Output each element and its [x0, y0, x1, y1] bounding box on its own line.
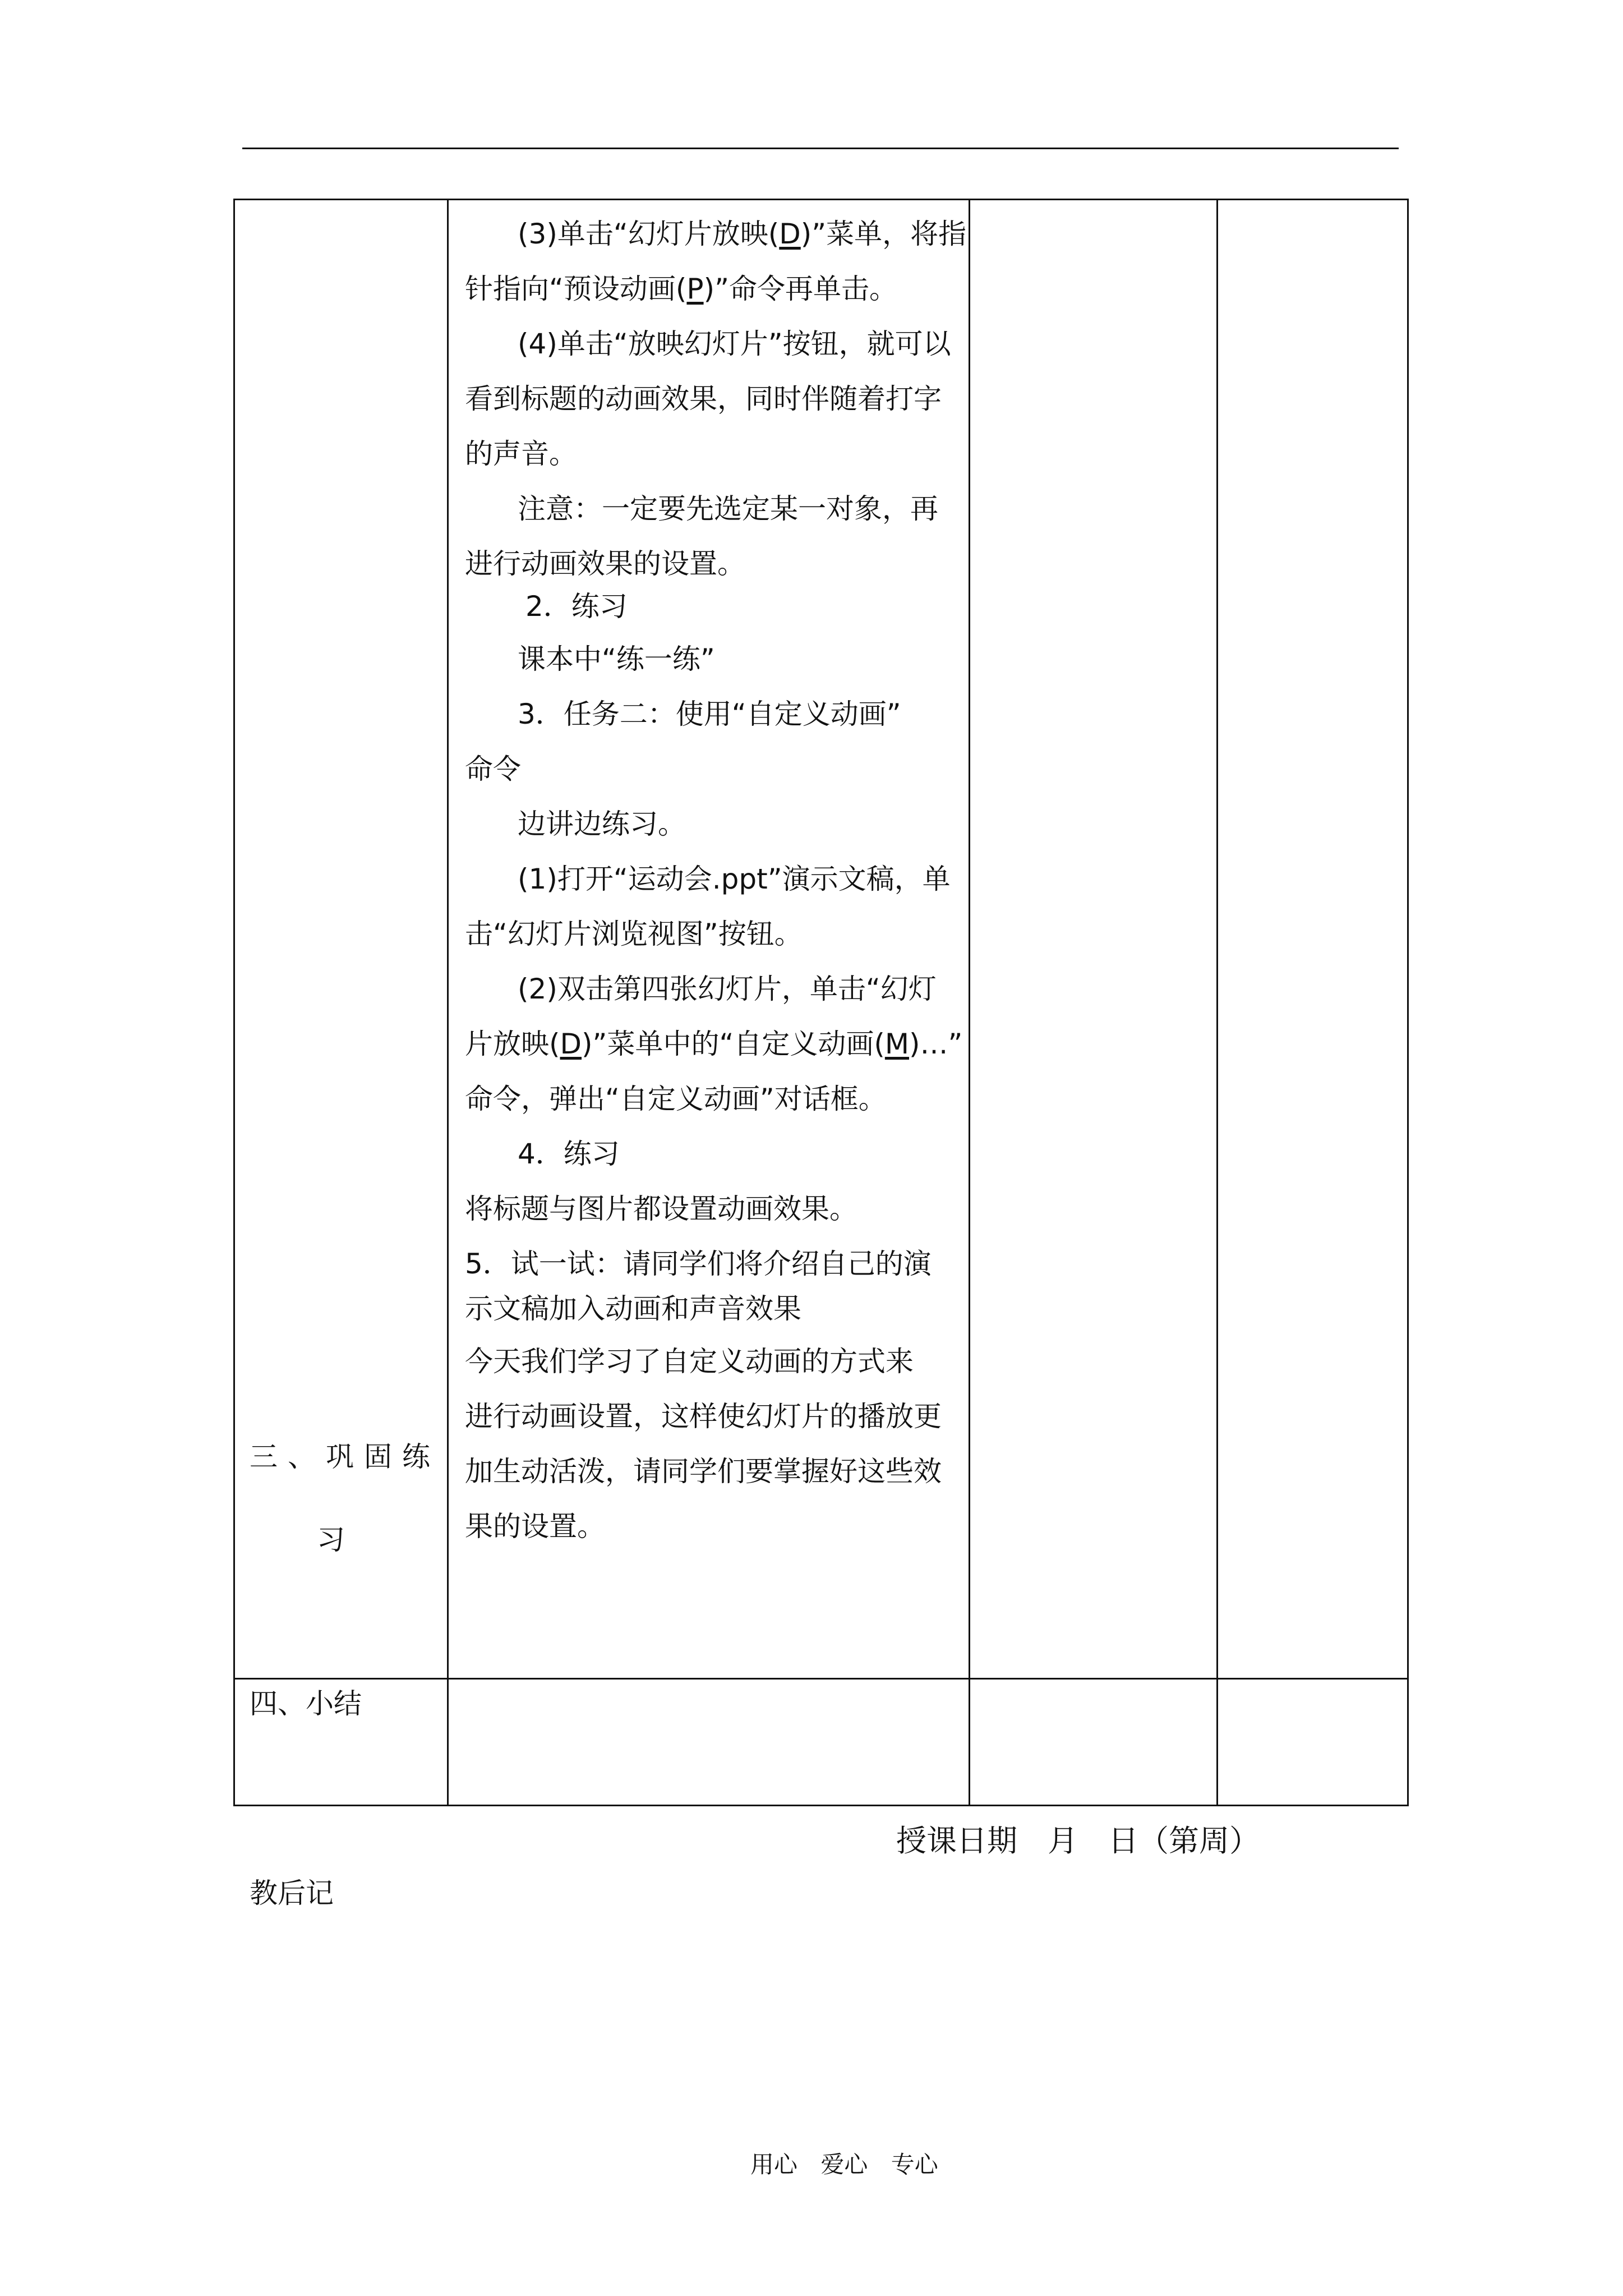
content-line-25: 果的设置。	[465, 1510, 605, 1543]
content-line-17: 命令，弹出“自定义动画”对话框。	[465, 1083, 887, 1115]
content-line-20: 5．试一试：请同学们将介绍自己的演	[465, 1248, 932, 1280]
content-line-22: 今天我们学习了自定义动画的方式来	[465, 1345, 914, 1378]
content-line-2: 针指向“预设动画(P)”命令再单击。	[465, 273, 897, 305]
content-line-1: (3)单击“幻灯片放映(D)”菜单，将指	[518, 218, 967, 250]
content-line-11: 命令	[465, 753, 521, 785]
column-divider-1	[447, 200, 449, 1805]
section-consolidate-label-cont: 习	[317, 1524, 345, 1556]
summary-label-text: 四、小结	[250, 1687, 362, 1720]
row-divider	[235, 1678, 1407, 1680]
content-line-9: 课本中“练一练”	[518, 643, 715, 675]
content-line-19: 将标题与图片都设置动画效果。	[465, 1193, 857, 1225]
post-class-notes-label: 教后记	[250, 1877, 334, 1910]
content-line-21: 示文稿加入动画和声音效果	[465, 1292, 801, 1325]
content-line-15: (2)双击第四张幻灯片，单击“幻灯	[518, 973, 937, 1005]
content-line-12: 边讲边练习。	[518, 808, 686, 840]
content-line-10: 3．任务二：使用“自定义动画”	[518, 698, 901, 730]
column-divider-3	[1216, 200, 1218, 1805]
section-consolidate-label: 三、巩固练	[250, 1441, 440, 1473]
content-line-23: 进行动画设置，这样使幻灯片的播放更	[465, 1400, 942, 1433]
content-line-13: (1)打开“运动会.ppt”演示文稿，单	[518, 863, 951, 895]
summary-label-visible	[250, 1687, 362, 1720]
content-line-6: 注意：一定要先选定某一对象，再	[518, 493, 938, 525]
content-line-16: 片放映(D)”菜单中的“自定义动画(M)…”	[465, 1028, 963, 1060]
content-line-8: 2．练习	[525, 590, 628, 623]
content-line-7: 进行动画效果的设置。	[465, 547, 745, 580]
content-line-24: 加生动活泼，请同学们要掌握好这些效	[465, 1455, 942, 1488]
teaching-date-line: 授课日期 月 日（第周）	[896, 1823, 1260, 1858]
page-footer: 用心 爱心 专心	[750, 2151, 938, 2178]
column-divider-2	[969, 200, 970, 1805]
content-line-5: 的声音。	[465, 438, 577, 470]
content-line-3: (4)单击“放映幻灯片”按钮，就可以	[518, 328, 951, 360]
content-line-4: 看到标题的动画效果，同时伴随着打字	[465, 383, 942, 415]
content-line-18: 4．练习	[518, 1138, 620, 1170]
header-rule	[242, 148, 1399, 149]
content-line-14: 击“幻灯片浏览视图”按钮。	[465, 918, 803, 950]
